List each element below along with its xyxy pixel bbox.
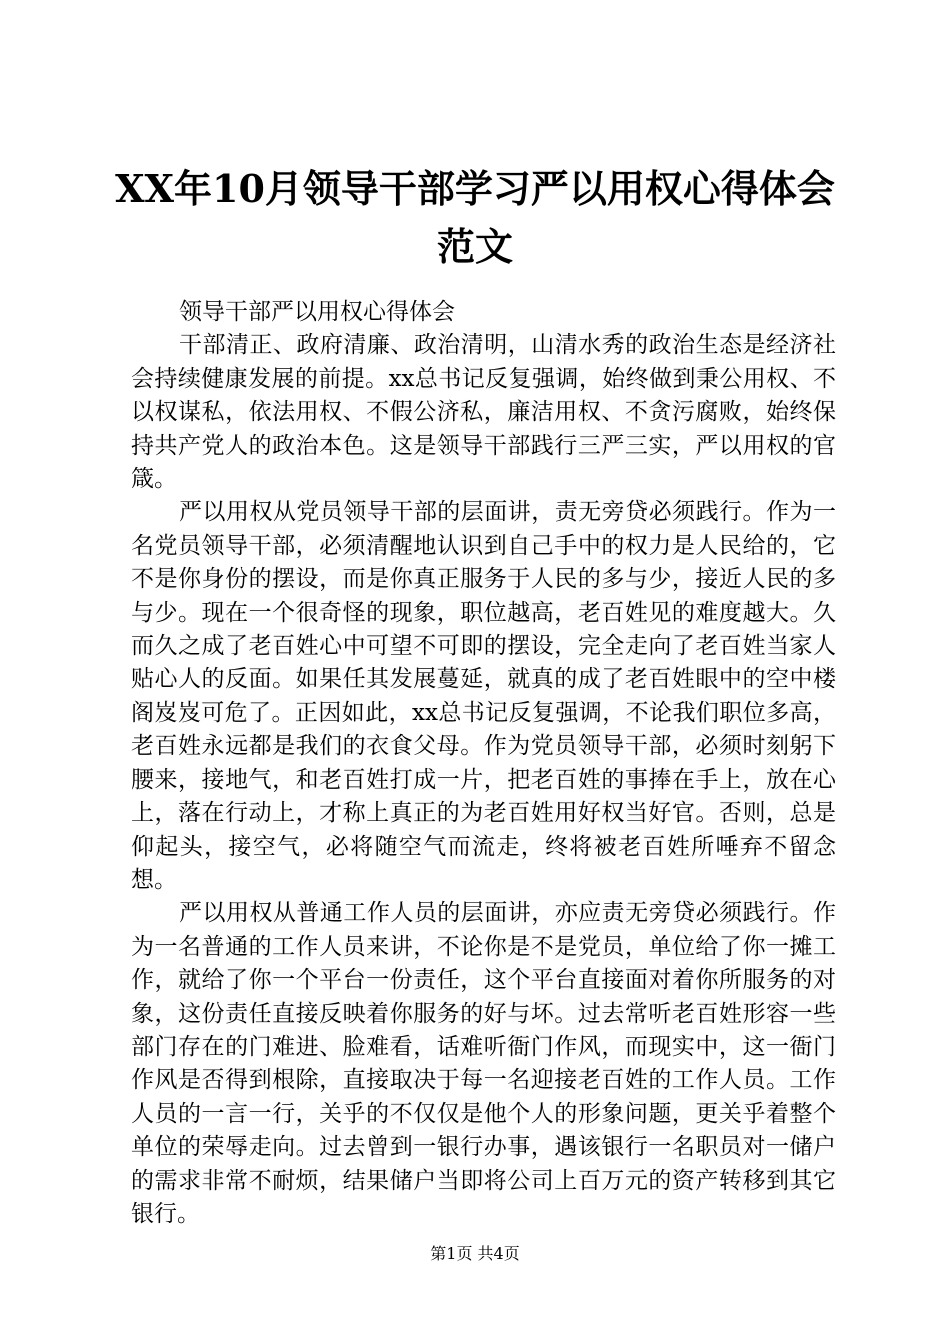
paragraph-1: 干部清正、政府清廉、政治清明，山清水秀的政治生态是经济社会持续健康发展的前提。xx总书记反复强调，始终做到秉公用权、不以权谋私，依法用权、不假公济私，廉洁用权、不贪污腐败，始终保持共产党人的政治本色。这是领导干部践行三严三实，严以用权的官箴。 (131, 332, 836, 493)
page-number-footer: 第1页 共4页 (430, 1244, 520, 1263)
paragraph-2: 严以用权从党员领导干部的层面讲，责无旁贷必须践行。作为一名党员领导干部，必须清醒地认识到自己手中的权力是人民给的，它不是你身份的摆设，而是你真正服务于人民的多与少，接近人民的多与少。现在一个很奇怪的现象，职位越高，老百姓见的难度越大。久而久之成了老百姓心中可望不可即的摆设，完全走向了老百姓当家人贴心人的反面。如果任其发展蔓延，就真的成了老百姓眼中的空中楼阁岌岌可危了。正因如此，xx总书记反复强调，不论我们职位多高，老百姓永远都是我们的衣食父母。作为党员领导干部，必须时刻躬下腰来，接地气，和老百姓打成一片，把老百姓的事捧在手上，放在心上，落在行动上，才称上真正的为老百姓用好权当好官。否则，总是仰起头，接空气，必将随空气而流走，终将被老百姓所唾弃不留念想。 (131, 499, 836, 893)
document-title: XX年10月领导干部学习严以用权心得体会范文 (115, 166, 835, 269)
document-body (131, 296, 836, 1231)
document-subtitle: 领导干部严以用权心得体会 (179, 299, 455, 325)
paragraph-3: 严以用权从普通工作人员的层面讲，亦应责无旁贷必须践行。作为一名普通的工作人员来讲，不论你是不是党员，单位给了你一摊工作，就给了你一个平台一份责任，这个平台直接面对着你所服务的对象，这份责任直接反映着你服务的好与坏。过去常听老百姓形容一些部门存在的门难进、脸难看，话难听衙门作风，而现实中，这一衙门作风是否得到根除，直接取决于每一名迎接老百姓的工作人员。工作人员的一言一行，关乎的不仅仅是他个人的形象问题，更关乎着整个单位的荣辱走向。过去曾到一银行办事，遇该银行一名职员对一储户的需求非常不耐烦，结果储户当即将公司上百万元的资产转移到其它银行。 (131, 900, 836, 1227)
